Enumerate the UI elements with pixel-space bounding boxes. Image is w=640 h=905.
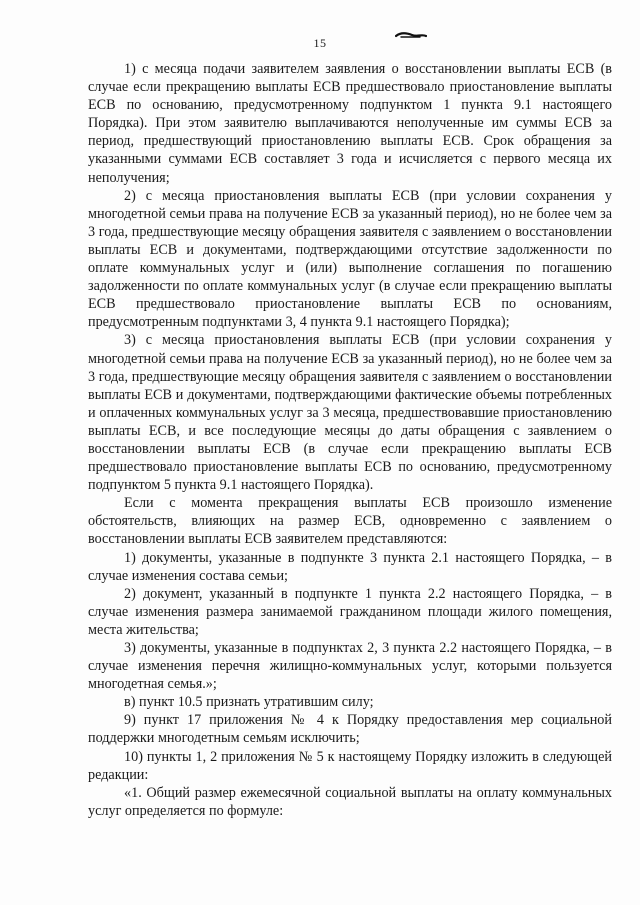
ink-mark-icon xyxy=(395,30,427,40)
paragraph-3: 3) с месяца приостановления выплаты ЕСВ (при условии сохранения у многодетной семьи права на получение ЕСВ за указанный период), но не более чем за 3 года, предшествующие месяцу обращения заявителя с заявлением о восстановлении выплаты ЕСВ и документами, подтверждающими фактические объемы потребленных и оплаченных коммунальных услуг за 3 месяца, предшествовавшие приостановлению выплаты ЕСВ, и все последующие месяцы до даты обращения с заявлением о восстановлении выплаты ЕСВ (в случае если прекращению выплаты ЕСВ предшествовало приостановление выплаты ЕСВ по основанию, предусмотренному подпунктом 5 пункта 9.1 настоящего Порядка). xyxy=(88,332,612,494)
paragraph-5: 1) документы, указанные в подпункте 3 пункта 2.1 настоящего Порядка, – в случае изменения состава семьи; xyxy=(88,549,612,584)
paragraph-7: 3) документы, указанные в подпунктах 2, 3 пункта 2.2 настоящего Порядка, – в случае изменения перечня жилищно-коммунальных услуг, которыми пользуется многодетная семья.»; xyxy=(88,640,612,693)
paragraph-4: Если с момента прекращения выплаты ЕСВ произошло изменение обстоятельств, влияющих на размер ЕСВ, одновременно с заявлением о восстановлении выплаты ЕСВ заявителем представляются: xyxy=(88,495,612,548)
document-body xyxy=(88,60,612,820)
paragraph-1: 1) с месяца подачи заявителем заявления о восстановлении выплаты ЕСВ (в случае если прекращению выплаты ЕСВ предшествовало приостановление выплаты ЕСВ по основанию, предусмотренному подпунктом 1 пункта 9.1 настоящего Порядка). При этом заявителю выплачиваются неполученные им суммы ЕСВ за период, предшествующий приостановлению выплаты ЕСВ. Срок обращения за указанными суммами ЕСВ составляет 3 года и исчисляется с первого месяца их неполучения; xyxy=(88,61,612,186)
paragraph-10: 10) пункты 1, 2 приложения № 5 к настоящему Порядку изложить в следующей редакции: xyxy=(88,748,612,783)
paragraph-2: 2) с месяца приостановления выплаты ЕСВ (при условии сохранения у многодетной семьи права на получение ЕСВ за указанный период), но не более чем за 3 года, предшествующие месяцу обращения заявителя с заявлением о восстановлении выплаты ЕСВ и документами, подтверждающими отсутствие задолженности по оплате коммунальных услуг и (или) выполнение соглашения по погашению задолженности по оплате коммунальных услуг (в случае если прекращению выплаты ЕСВ предшествовало приостановление выплаты ЕСВ по основаниям, предусмотренным подпунктами 3, 4 пункта 9.1 настоящего Порядка); xyxy=(88,187,612,331)
paragraph-9: 9) пункт 17 приложения № 4 к Порядку предоставления мер социальной поддержки многодетным семьям исключить; xyxy=(88,712,612,747)
paragraph-8: в) пункт 10.5 признать утратившим силу; xyxy=(124,694,374,711)
page-number: 15 xyxy=(313,36,327,50)
paragraph-6: 2) документ, указанный в подпункте 1 пункта 2.2 настоящего Порядка, – в случае изменения размера занимаемой гражданином площади жилого помещения, места жительства; xyxy=(88,585,612,638)
paragraph-11: «1. Общий размер ежемесячной социальной выплаты на оплату коммунальных услуг определяется по формуле: xyxy=(88,784,612,819)
